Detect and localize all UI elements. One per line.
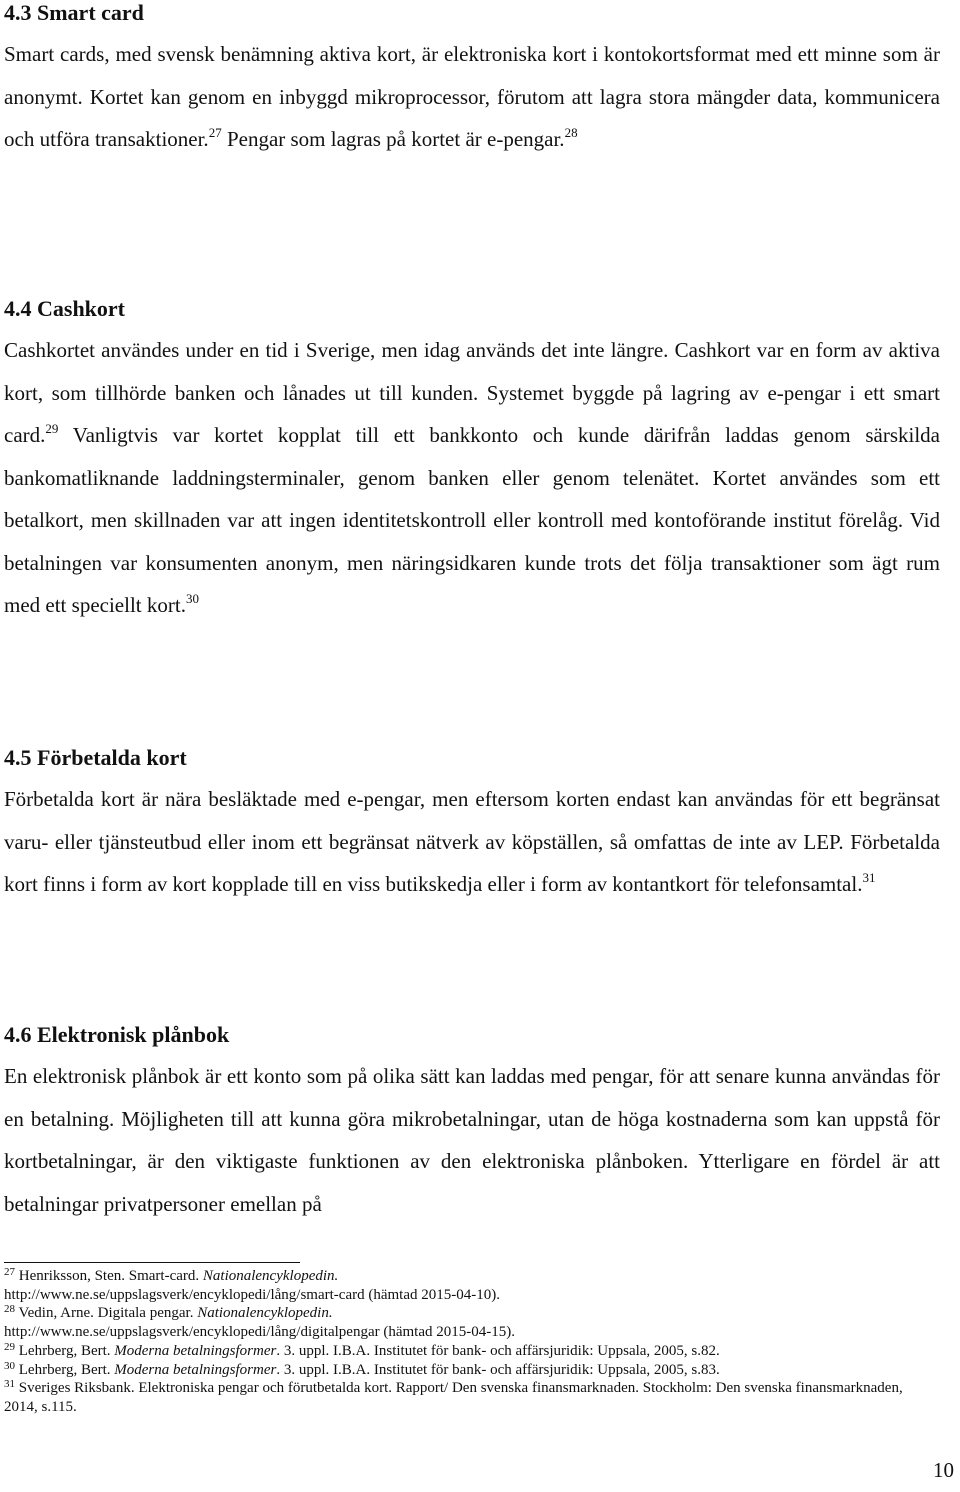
footnote-ref[interactable]: 29 (45, 421, 59, 436)
section-heading: 4.6 Elektronisk plånbok (4, 1022, 230, 1047)
footnote: $^{28}$ Vedin, Arne. Digitala pengar. Nationalencyklopedin. http://www.ne.se/uppslagsverk/encyklopedi/lång/digitalpengar (hämtad 2015-04-15). (4, 1303, 515, 1341)
footnote: $^{27}$ Henriksson, Sten. Smart-card. Nationalencyklopedin. http://www.ne.se/uppslagsverk/encyklopedi/lång/smart-card (hämtad 2015-04-10). (4, 1266, 500, 1303)
footnote: $^{31}$ Sveriges Riksbank. Elektroniska pengar och förutbetalda kort. Rapport/ Den svenska finansmarknaden. Stockholm: Den svenska finansmarknaden, 2014, s.115. (4, 1378, 903, 1415)
section-heading: 4.3 Smart card (4, 0, 144, 25)
footnote-link[interactable]: http://www.ne.se/uppslagsverk/encyklopedi/lång/digitalpengar (hämtad 2015-04-15). (4, 1324, 515, 1341)
section-elektronisk-planbok (4, 1022, 940, 1225)
footnote-ref[interactable]: 27 (208, 125, 222, 140)
section-forbetalda-kort (4, 745, 940, 906)
footnote-ref[interactable]: 28 (564, 125, 578, 140)
section-heading: 4.5 Förbetalda kort (4, 745, 187, 770)
footnote: $^{30}$ Lehrberg, Bert. Moderna betalningsformer. 3. uppl. I.B.A. Institutet för bank- och affärsjuridik: Uppsala, 2005, s.83. (4, 1359, 720, 1378)
section-paragraph: En elektronisk plånbok är ett konto som på olika sätt kan laddas med pengar, för att senare kunna användas för en betalning. Möjligheten till att kunna göra mikrobetalningar, utan de höga kostnaderna som kan uppstå för kortbetalningar, är den viktigaste funktionen av den elektroniska plånboken. Ytterligare en fördel är att betalningar privatpersoner emellan på (4, 1064, 940, 1216)
section-paragraph: Smart cards, med svensk benämning aktiva kort, är elektroniska kort i kontokortsformat med ett minne som är anonymt. Kortet kan genom en inbyggd mikroprocessor, förutom att lagra stora mängder data, kommunicera och utföra transaktioner.$^{27}$ Pengar som lagras på kortet är e-pengar.$^{28}$ (4, 42, 940, 151)
footnote-separator (4, 1262, 300, 1263)
section-paragraph: Cashkortet användes under en tid i Sverige, men idag används det inte längre. Cashkort var en form av aktiva kort, som tillhörde banken och lånades ut till kunden. Systemet byggde på lagring av e-pengar i ett smart card.$^{29}$ Vanligtvis var kortet kopplat till ett bankkonto och kunde därifrån laddas genom särskilda bankomatliknande laddningsterminaler, genom banken eller genom telenätet. Kortet användes som ett betalkort, men skillnaden var att ingen identitetskontroll eller kontroll med kontoförande institut förelåg. Vid betalningen var konsumenten anonym, men näringsidkaren kunde trots det följa transaktioner som ägt rum med ett speciellt kort.$^{30}$ (4, 338, 940, 617)
section-smart-card (4, 0, 940, 161)
section-cashkort (4, 296, 940, 627)
footnote-link[interactable]: http://www.ne.se/uppslagsverk/encyklopedi/lång/smart-card (hämtad 2015-04-10). (4, 1286, 500, 1303)
footnotes (4, 1267, 934, 1417)
section-heading: 4.4 Cashkort (4, 296, 126, 321)
footnote: $^{29}$ Lehrberg, Bert. Moderna betalningsformer. 3. uppl. I.B.A. Institutet för bank- och affärsjuridik: Uppsala, 2005, s.82. (4, 1340, 720, 1359)
footnote-ref[interactable]: 30 (185, 591, 199, 606)
page-number: 10 (933, 1458, 954, 1482)
footnote-ref[interactable]: 31 (862, 870, 876, 885)
section-paragraph: Förbetalda kort är nära besläktade med e-pengar, men eftersom korten endast kan användas för ett begränsat varu- eller tjänsteutbud eller inom ett begränsat nätverk av köpställen, så omfattas de inte av LEP. Förbetalda kort finns i form av kort kopplade till en viss butikskedja eller i form av kontantkort för telefonsamtal.$^{31}$ (4, 787, 940, 896)
